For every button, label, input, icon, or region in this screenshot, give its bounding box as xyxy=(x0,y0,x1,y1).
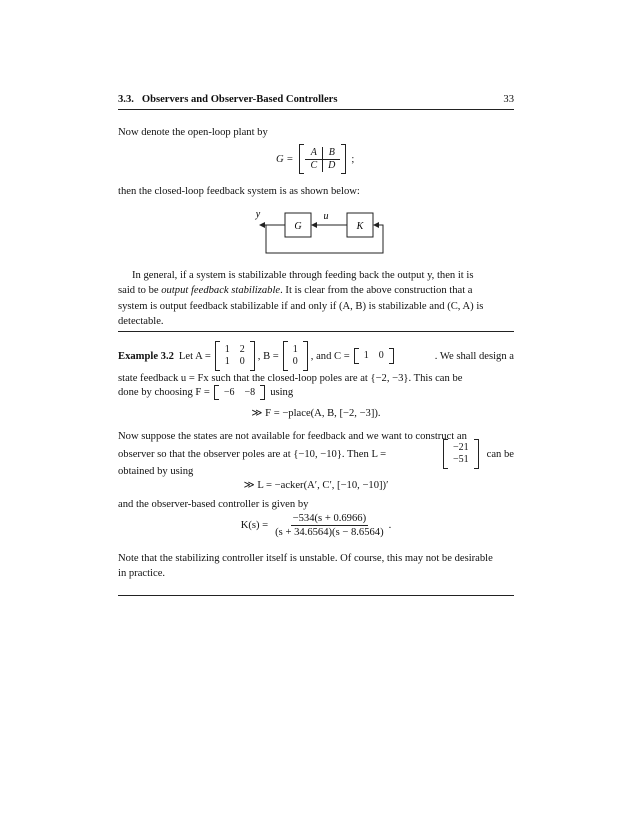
c-right-bracket xyxy=(389,348,394,364)
matrix-d: D xyxy=(328,159,336,171)
b-1: 1 xyxy=(292,344,298,355)
paragraph-stabilizable xyxy=(118,268,514,330)
a-right-bracket xyxy=(250,341,255,371)
a-22: 0 xyxy=(239,356,245,367)
k-numerator: −534(s + 0.6966) xyxy=(292,513,367,524)
example-b-eq: , B = xyxy=(257,350,279,362)
right-bracket xyxy=(341,144,346,174)
b-2: 0 xyxy=(292,356,298,367)
example-line9-text: in practice. xyxy=(118,568,166,580)
matrix-a: A xyxy=(305,147,322,160)
para1-line1: In general, if a system is stabilizable through feeding back the output y, then it is xyxy=(132,270,474,281)
matrix-b: B xyxy=(323,147,341,160)
k-label: K xyxy=(356,221,364,232)
f-right-bracket xyxy=(260,385,265,400)
y-label: y xyxy=(255,209,261,220)
k-lhs: K(s) = xyxy=(240,520,269,531)
example-line6: obtained by using xyxy=(118,466,194,477)
plant-equation xyxy=(276,143,354,175)
c-2: 0 xyxy=(378,350,384,361)
example-c-tail: . We shall design a xyxy=(434,350,514,362)
example-let: Let A = xyxy=(178,350,211,362)
block-diagram xyxy=(250,205,390,261)
example-line5-b: can be xyxy=(486,448,514,460)
command-place: ≫ F = −place(A, B, [−2, −3]). xyxy=(251,408,381,419)
example-line2: state feedback u = Fx such that the closed-loop poles are at {−2, −3}. This can be xyxy=(118,373,463,384)
example-line8-text: Note that the stabilizing controller itself is unstable. Of course, this may not be desirable xyxy=(118,553,493,564)
example-bottom-rule xyxy=(118,595,514,596)
example-line4: Now suppose the states are not available for feedback and we want to construct an xyxy=(118,431,467,442)
l-2: −51 xyxy=(453,454,469,465)
example-line3 xyxy=(118,385,514,400)
left-bracket xyxy=(299,144,304,174)
l-1: −21 xyxy=(453,442,469,453)
matrix-F xyxy=(219,387,260,399)
para1-line2-b: . It is clear from the above construction that a xyxy=(280,285,473,297)
matrix-C xyxy=(359,350,389,362)
matrix-L xyxy=(448,442,474,466)
plant-lhs: G = xyxy=(276,153,294,165)
matrix-A xyxy=(220,344,250,368)
u-label: u xyxy=(323,211,329,222)
example-line7: and the observer-based controller is given by xyxy=(118,499,309,510)
f-1: −6 xyxy=(223,386,235,398)
example-line5-a: observer so that the observer poles are at {−10, −10}. Then L = xyxy=(118,448,387,460)
k-denominator: (s + 34.6564)(s − 8.6564) xyxy=(275,527,384,538)
example-line3-b: using xyxy=(270,387,294,398)
example-line3-a: done by choosing F = xyxy=(118,387,210,398)
matrix-c: C xyxy=(305,159,322,172)
example-top-rule xyxy=(118,331,514,332)
para1-line2-a: said to be xyxy=(118,285,162,297)
example-c-eq: , and C = xyxy=(310,350,350,362)
intro-text: Now denote the open-loop plant by xyxy=(118,127,268,138)
para1-line2 xyxy=(118,283,514,298)
c-1: 1 xyxy=(363,350,369,361)
para1-line3: system is output feedback stabilizable if and only if (A, B) is stabilizable and (C, A) is xyxy=(118,300,484,312)
header-rule xyxy=(118,109,514,110)
controller-equation xyxy=(118,513,514,538)
example-title: Example 3.2 xyxy=(118,350,174,362)
section-title: 3.3. Observers and Observer-Based Controllers xyxy=(118,94,338,105)
plant-matrix xyxy=(305,147,340,172)
command-acker: ≫ L = −acker(A′, C′, [−10, −10])′ xyxy=(243,480,389,491)
example-line1 xyxy=(118,338,514,374)
matrix-B xyxy=(288,344,303,368)
closed-loop-text: then the closed-loop feedback system is as shown below: xyxy=(118,186,360,197)
page-number: 33 xyxy=(503,94,514,105)
f-2: −8 xyxy=(244,386,256,398)
a-11: 1 xyxy=(224,344,230,355)
para1-emphasis: output feedback stabilizable xyxy=(161,285,281,297)
para1-line4: detectable. xyxy=(118,316,164,328)
a-12: 2 xyxy=(239,344,245,355)
a-21: 1 xyxy=(224,356,230,367)
running-header xyxy=(118,94,514,105)
g-label: G xyxy=(294,221,302,232)
k-fraction xyxy=(273,513,385,538)
plant-tail: ; xyxy=(351,153,355,165)
b-right-bracket xyxy=(303,341,308,371)
example-line8 xyxy=(118,551,514,582)
k-tail: . xyxy=(388,520,392,531)
